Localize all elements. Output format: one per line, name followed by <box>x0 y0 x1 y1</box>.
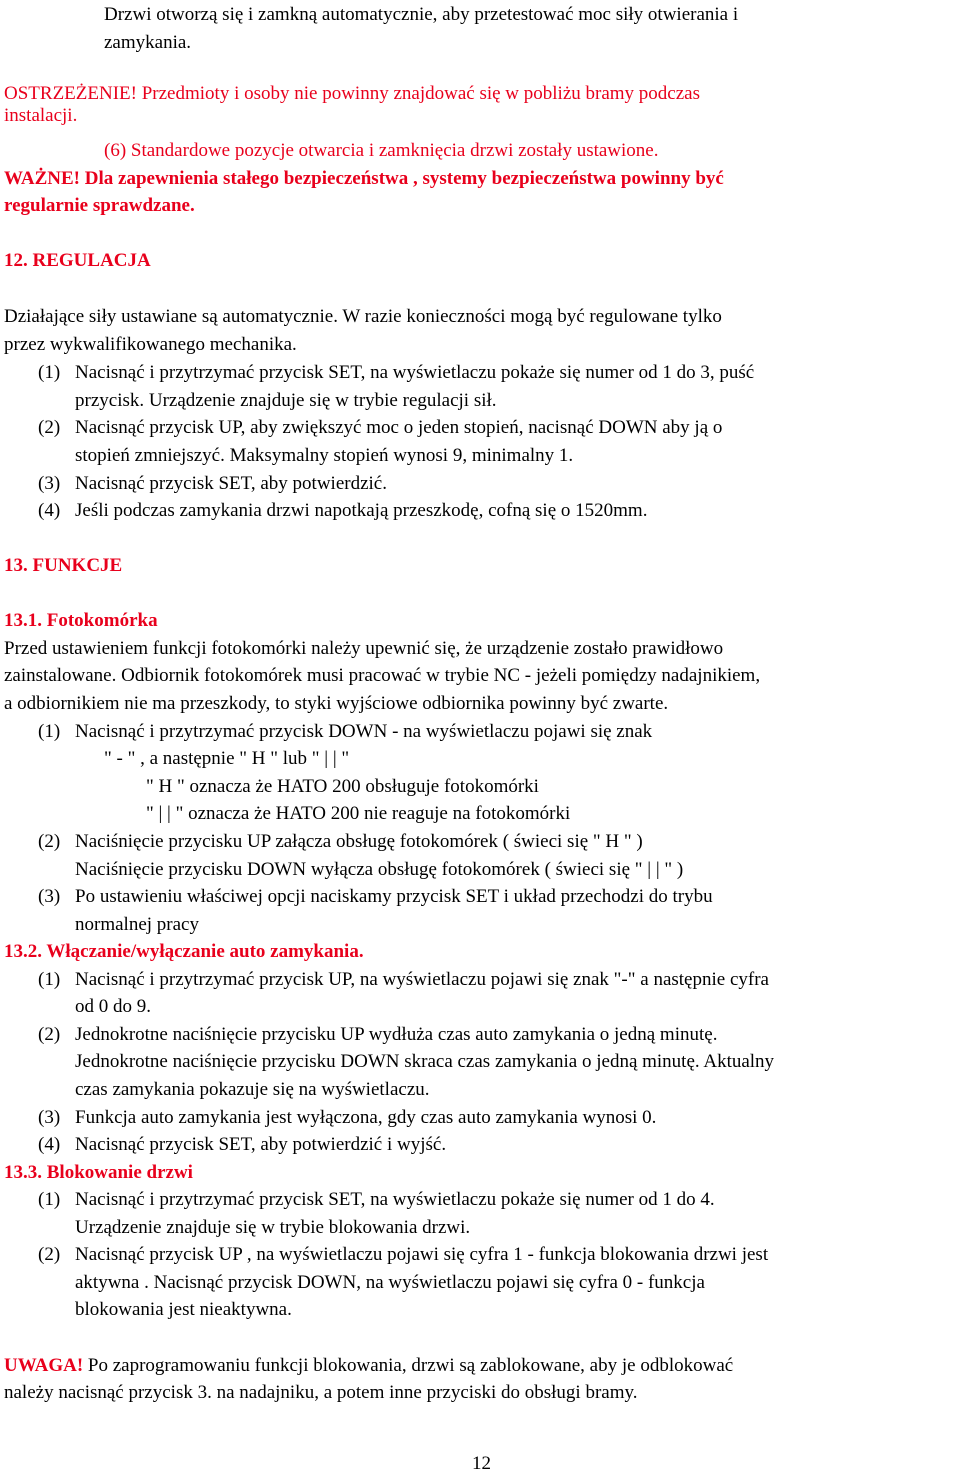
section-12-heading: 12. REGULACJA <box>4 250 151 271</box>
sec13-1-step-2-line-2: Naciśnięcie przycisku DOWN wyłącza obsługę fotokomórek ( świeci się " | | " ) <box>75 859 684 880</box>
sec13-2-step-3-line-1: Funkcja auto zamykania jest wyłączona, gdy czas auto zamykania wynosi 0. <box>75 1107 657 1128</box>
sec12-para-2: przez wykwalifikowanego mechanika. <box>4 334 297 355</box>
intro-line-2: zamykania. <box>104 32 192 53</box>
sec12-step-4-line-1: Jeśli podczas zamykania drzwi napotkają przeszkodę, cofną się o 1520mm. <box>75 500 648 521</box>
sec13-2-step-2-line-3: czas zamykania pokazuje się na wyświetlaczu. <box>75 1079 430 1100</box>
note-line-1 <box>4 1354 733 1378</box>
sec13-1-step-1-line-2: " - " , a następnie " H " lub " | | " <box>104 748 350 769</box>
warning-line-1 <box>4 82 700 106</box>
sec13-2-step-3-number: (3) <box>38 1107 61 1128</box>
important-line-1 <box>4 167 724 191</box>
important-line-2: regularnie sprawdzane. <box>4 195 195 216</box>
sec13-2-step-2-line-2: Jednokrotne naciśnięcie przycisku DOWN skraca czas zamykania o jedną minutę. Aktualny <box>75 1051 775 1072</box>
note-label: UWAGA! <box>4 1355 84 1376</box>
warning-line-2: instalacji. <box>4 105 78 126</box>
sec12-step-1-number: (1) <box>38 362 61 383</box>
sec13-1-step-1-line-4: " | | " oznacza że HATO 200 nie reaguje na fotokomórki <box>146 803 571 824</box>
page-number: 12 <box>472 1453 491 1474</box>
sec13-3-step-2-line-1: Nacisnąć przycisk UP , na wyświetlaczu pojawi się cyfra 1 - funkcja blokowania drzwi jest <box>75 1244 769 1265</box>
sec12-step-3-line-1: Nacisnąć przycisk SET, aby potwierdzić. <box>75 473 387 494</box>
sec13-2-step-1-line-2: od 0 do 9. <box>75 996 151 1017</box>
sec13-2-step-4-number: (4) <box>38 1134 61 1155</box>
sec13-1-para-2: zainstalowane. Odbiornik fotokomórek musi pracować w trybie NC - jeżeli pomiędzy nadajnikiem, <box>4 665 761 686</box>
intro-line-1: Drzwi otworzą się i zamkną automatycznie, aby przetestować moc siły otwierania i <box>104 4 739 25</box>
sec13-1-step-3-line-1: Po ustawieniu właściwej opcji naciskamy przycisk SET i układ przechodzi do trybu <box>75 886 713 907</box>
step-6: (6) Standardowe pozycje otwarcia i zamknięcia drzwi zostały ustawione. <box>104 140 659 161</box>
sec13-1-step-1-line-1: Nacisnąć i przytrzymać przycisk DOWN - na wyświetlaczu pojawi się znak <box>75 721 653 742</box>
sec12-step-2-line-2: stopień zmniejszyć. Maksymalny stopień wynosi 9, minimalny 1. <box>75 445 574 466</box>
sec13-3-step-1-line-2: Urządzenie znajduje się w trybie blokowania drzwi. <box>75 1217 471 1238</box>
sec13-2-step-1-line-1: Nacisnąć i przytrzymać przycisk UP, na wyświetlaczu pojawi się znak "-" a następnie cyfra <box>75 969 769 990</box>
sec13-2-step-2-line-1: Jednokrotne naciśnięcie przycisku UP wydłuża czas auto zamykania o jedną minutę. <box>75 1024 718 1045</box>
sec12-step-1-line-2: przycisk. Urządzenie znajduje się w trybie regulacji sił. <box>75 390 497 411</box>
sec12-step-2-line-1: Nacisnąć przycisk UP, aby zwiększyć moc o jeden stopień, nacisnąć DOWN aby ją o <box>75 417 723 438</box>
sec12-para-1: Działające siły ustawiane są automatycznie. W razie konieczności mogą być regulowane tylko <box>4 306 722 327</box>
sec13-3-step-1-number: (1) <box>38 1189 61 1210</box>
section-13-2-heading: 13.2. Włączanie/wyłączanie auto zamykania. <box>4 941 364 962</box>
note-line-2: należy nacisnąć przycisk 3. na nadajniku, a potem inne przyciski do obsługi bramy. <box>4 1382 638 1403</box>
section-13-3-heading: 13.3. Blokowanie drzwi <box>4 1162 193 1183</box>
sec13-1-step-3-number: (3) <box>38 886 61 907</box>
sec13-1-step-2-number: (2) <box>38 831 61 852</box>
sec13-3-step-2-number: (2) <box>38 1244 61 1265</box>
sec13-3-step-2-line-2: aktywna . Nacisnąć przycisk DOWN, na wyświetlaczu pojawi się cyfra 0 - funkcja <box>75 1272 705 1293</box>
section-13-1-heading: 13.1. Fotokomórka <box>4 610 158 631</box>
sec12-step-3-number: (3) <box>38 473 61 494</box>
sec13-1-para-1: Przed ustawieniem funkcji fotokomórki należy upewnić się, że urządzenie zostało prawidłowo <box>4 638 724 659</box>
sec13-1-step-1-number: (1) <box>38 721 61 742</box>
important-text: Dla zapewnienia stałego bezpieczeństwa , systemy bezpieczeństwa powinny być <box>80 168 724 189</box>
sec13-3-step-2-line-3: blokowania jest nieaktywna. <box>75 1299 292 1320</box>
sec13-2-step-2-number: (2) <box>38 1024 61 1045</box>
sec13-1-step-3-line-2: normalnej pracy <box>75 914 199 935</box>
warning-label: OSTRZEŻENIE! <box>4 83 137 104</box>
sec12-step-4-number: (4) <box>38 500 61 521</box>
warning-text: Przedmioty i osoby nie powinny znajdować się w pobliżu bramy podczas <box>136 83 700 104</box>
important-label: WAŻNE! <box>4 168 81 189</box>
sec13-2-step-4-line-1: Nacisnąć przycisk SET, aby potwierdzić i wyjść. <box>75 1134 447 1155</box>
sec13-3-step-1-line-1: Nacisnąć i przytrzymać przycisk SET, na wyświetlaczu pokaże się numer od 1 do 4. <box>75 1189 715 1210</box>
sec13-1-para-3: a odbiornikiem nie ma przeszkody, to styki wyjściowe odbiornika powinny być zwarte. <box>4 693 669 714</box>
sec12-step-1-line-1: Nacisnąć i przytrzymać przycisk SET, na wyświetlaczu pokaże się numer od 1 do 3, puść <box>75 362 755 383</box>
sec13-1-step-2-line-1: Naciśnięcie przycisku UP załącza obsługę fotokomórek ( świeci się " H " ) <box>75 831 643 852</box>
sec13-2-step-1-number: (1) <box>38 969 61 990</box>
note-text: Po zaprogramowaniu funkcji blokowania, drzwi są zablokowane, aby je odblokować <box>83 1355 734 1376</box>
section-13-heading: 13. FUNKCJE <box>4 555 123 576</box>
sec13-1-step-1-line-3: " H " oznacza że HATO 200 obsługuje fotokomórki <box>146 776 539 797</box>
sec12-step-2-number: (2) <box>38 417 61 438</box>
